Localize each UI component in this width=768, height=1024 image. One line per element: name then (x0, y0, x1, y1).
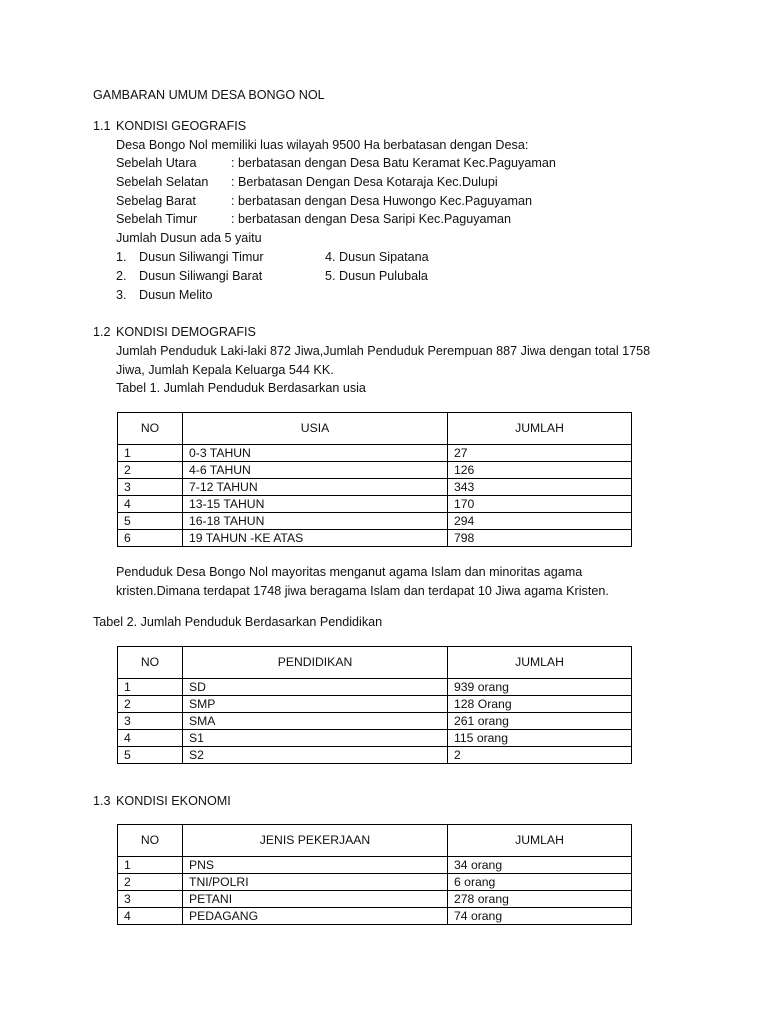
cell-usia: 16-18 TAHUN (183, 513, 448, 530)
dusun-number: 1. (116, 250, 127, 264)
document-title: GAMBARAN UMUM DESA BONGO NOL (93, 88, 325, 102)
demografis-paragraph-line2: Jiwa, Jumlah Kepala Keluarga 544 KK. (116, 363, 334, 377)
cell-jumlah: 6 orang (448, 874, 632, 891)
table-header-row (118, 825, 632, 857)
column-header-jumlah: JUMLAH (448, 825, 632, 857)
column-header-no: NO (118, 413, 183, 445)
table-row (118, 908, 632, 925)
dusun-name: Dusun Siliwangi Timur (139, 250, 264, 264)
cell-no: 2 (118, 874, 183, 891)
border-label: Sebelah Timur (116, 212, 198, 226)
cell-jumlah: 278 orang (448, 891, 632, 908)
cell-jumlah: 34 orang (448, 857, 632, 874)
column-header-pendidikan: PENDIDIKAN (183, 647, 448, 679)
table-header-row (118, 647, 632, 679)
demografis-paragraph-line1: Jumlah Penduduk Laki-laki 872 Jiwa,Jumlah Penduduk Perempuan 887 Jiwa dengan total 1758 (116, 344, 651, 358)
section-heading-demografis: KONDISI DEMOGRAFIS (116, 325, 256, 339)
cell-jumlah: 115 orang (448, 730, 632, 747)
cell-no: 2 (118, 462, 183, 479)
cell-no: 1 (118, 679, 183, 696)
table-row (118, 513, 632, 530)
cell-no: 5 (118, 747, 183, 764)
table-row (118, 462, 632, 479)
column-header-jumlah: JUMLAH (448, 647, 632, 679)
section-heading-ekonomi: KONDISI EKONOMI (116, 794, 231, 808)
section-number-ekonomi: 1.3 (93, 794, 111, 808)
cell-pendidikan: SMA (183, 713, 448, 730)
table-row (118, 891, 632, 908)
section-number-demografis: 1.2 (93, 325, 111, 339)
dusun-number: 2. (116, 269, 127, 283)
dusun-name: Dusun Melito (139, 288, 213, 302)
column-header-usia: USIA (183, 413, 448, 445)
cell-no: 3 (118, 713, 183, 730)
table-row (118, 730, 632, 747)
border-label: Sebelah Selatan (116, 175, 209, 189)
border-label: Sebelah Utara (116, 156, 197, 170)
cell-no: 6 (118, 530, 183, 547)
section-number-geografis: 1.1 (93, 119, 111, 133)
table-row (118, 496, 632, 513)
religion-paragraph-line2: kristen.Dimana terdapat 1748 jiwa beragama Islam dan terdapat 10 Jiwa agama Kristen. (116, 584, 609, 598)
cell-usia: 7-12 TAHUN (183, 479, 448, 496)
table-usia (117, 412, 632, 547)
cell-no: 5 (118, 513, 183, 530)
cell-jumlah: 343 (448, 479, 632, 496)
cell-jumlah: 294 (448, 513, 632, 530)
cell-usia: 0-3 TAHUN (183, 445, 448, 462)
table-row (118, 713, 632, 730)
cell-jumlah: 170 (448, 496, 632, 513)
cell-usia: 19 TAHUN -KE ATAS (183, 530, 448, 547)
table-row (118, 530, 632, 547)
section-heading-geografis: KONDISI GEOGRAFIS (116, 119, 247, 133)
table-row (118, 445, 632, 462)
cell-jumlah: 74 orang (448, 908, 632, 925)
table-row (118, 874, 632, 891)
column-header-jenis-pekerjaan: JENIS PEKERJAAN (183, 825, 448, 857)
dusun-number: 5. (325, 269, 336, 283)
cell-jumlah: 126 (448, 462, 632, 479)
table-pendidikan (117, 646, 632, 764)
cell-usia: 13-15 TAHUN (183, 496, 448, 513)
table2-caption: Tabel 2. Jumlah Penduduk Berdasarkan Pendidikan (93, 615, 383, 629)
cell-jumlah: 128 Orang (448, 696, 632, 713)
dusun-name: Dusun Pulubala (339, 269, 428, 283)
cell-pendidikan: SD (183, 679, 448, 696)
border-value: : Berbatasan Dengan Desa Kotaraja Kec.Dulupi (231, 175, 498, 189)
cell-jumlah: 261 orang (448, 713, 632, 730)
dusun-name: Dusun Sipatana (339, 250, 429, 264)
cell-no: 3 (118, 479, 183, 496)
cell-pekerjaan: TNI/POLRI (183, 874, 448, 891)
cell-pendidikan: SMP (183, 696, 448, 713)
dusun-intro: Jumlah Dusun ada 5 yaitu (116, 231, 262, 245)
dusun-name: Dusun Siliwangi Barat (139, 269, 263, 283)
table-pekerjaan (117, 824, 632, 925)
border-value: : berbatasan dengan Desa Saripi Kec.Paguyaman (231, 212, 512, 226)
cell-no: 4 (118, 496, 183, 513)
cell-pendidikan: S2 (183, 747, 448, 764)
dusun-number: 4. (325, 250, 336, 264)
cell-no: 1 (118, 857, 183, 874)
cell-no: 3 (118, 891, 183, 908)
border-value: : berbatasan dengan Desa Batu Keramat Kec.Paguyaman (231, 156, 556, 170)
cell-no: 4 (118, 730, 183, 747)
cell-no: 2 (118, 696, 183, 713)
table-row (118, 747, 632, 764)
table-row (118, 857, 632, 874)
table-row (118, 479, 632, 496)
table1-caption: Tabel 1. Jumlah Penduduk Berdasarkan usia (116, 381, 366, 395)
cell-jumlah: 798 (448, 530, 632, 547)
religion-paragraph-line1: Penduduk Desa Bongo Nol mayoritas menganut agama Islam dan minoritas agama (116, 565, 583, 579)
dusun-number: 3. (116, 288, 127, 302)
cell-usia: 4-6 TAHUN (183, 462, 448, 479)
column-header-no: NO (118, 647, 183, 679)
cell-pendidikan: S1 (183, 730, 448, 747)
geografis-intro: Desa Bongo Nol memiliki luas wilayah 9500 Ha berbatasan dengan Desa: (116, 138, 529, 152)
border-value: : berbatasan dengan Desa Huwongo Kec.Paguyaman (231, 194, 533, 208)
cell-jumlah: 939 orang (448, 679, 632, 696)
cell-pekerjaan: PNS (183, 857, 448, 874)
column-header-no: NO (118, 825, 183, 857)
border-label: Sebelag Barat (116, 194, 196, 208)
table-header-row (118, 413, 632, 445)
table-row (118, 679, 632, 696)
table-row (118, 696, 632, 713)
cell-pekerjaan: PETANI (183, 891, 448, 908)
cell-pekerjaan: PEDAGANG (183, 908, 448, 925)
cell-jumlah: 27 (448, 445, 632, 462)
cell-no: 4 (118, 908, 183, 925)
cell-no: 1 (118, 445, 183, 462)
column-header-jumlah: JUMLAH (448, 413, 632, 445)
cell-jumlah: 2 (448, 747, 632, 764)
